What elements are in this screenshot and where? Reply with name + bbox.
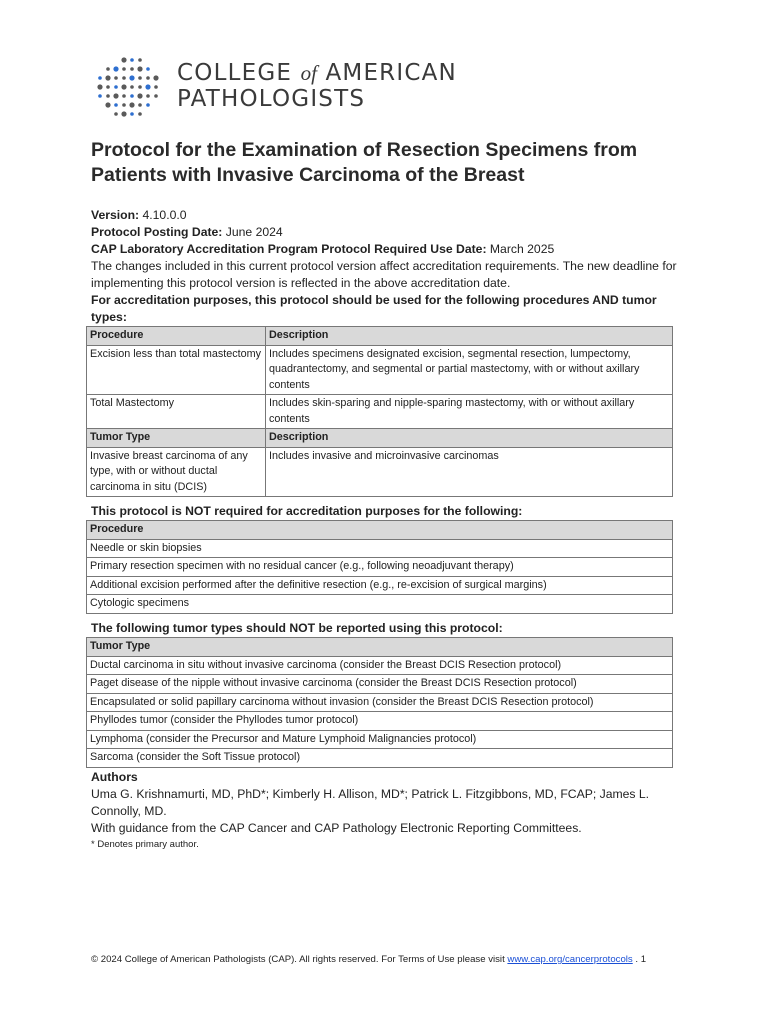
table-row (87, 395, 673, 429)
not-required-heading: This protocol is NOT required for accreditation purposes for the following: (91, 504, 523, 518)
document-title (91, 138, 691, 188)
logo-dot (114, 76, 118, 80)
logo-dot (130, 94, 134, 98)
table-row (87, 712, 673, 731)
column-header: Procedure (87, 327, 266, 346)
logo-dot (122, 103, 126, 107)
table-row (87, 576, 673, 595)
column-header: Tumor Type (87, 429, 266, 448)
procedures-table (86, 326, 673, 497)
logo-dot (146, 76, 150, 80)
table-header-row (87, 521, 673, 540)
not-reported-heading: The following tumor types should NOT be reported using this protocol: (91, 621, 503, 635)
logo-dot (130, 58, 134, 62)
logo-dot (129, 75, 134, 80)
table-row (87, 749, 673, 768)
logo-dot (146, 94, 150, 98)
column-header: Procedure (87, 521, 673, 540)
table-cell: Excision less than total mastectomy (87, 345, 266, 395)
table-cell: Includes specimens designated excision, segmental resection, lumpectomy, quadrantectomy, and segmental or partial mastectomy, with or without axillary contents (266, 345, 673, 395)
logo-dot (98, 76, 102, 80)
not-required-table (86, 520, 673, 614)
cancer-protocols-link[interactable]: www.cap.org/cancerprotocols (507, 954, 633, 965)
column-header: Tumor Type (87, 638, 673, 657)
logo-of: of (300, 61, 317, 85)
table-cell: Ductal carcinoma in situ without invasive carcinoma (consider the Breast DCIS Resection protocol) (87, 656, 673, 675)
logo-dot (121, 111, 126, 116)
title-line-2: Patients with Invasive Carcinoma of the Breast (91, 164, 525, 186)
logo-dot (130, 112, 134, 116)
accreditation-intro: For accreditation purposes, this protocol should be used for the following procedures AND tumor types: (91, 293, 657, 324)
logo-dot (106, 67, 110, 71)
column-header: Description (266, 327, 673, 346)
table-cell: Primary resection specimen with no residual cancer (e.g., following neoadjuvant therapy) (87, 558, 673, 577)
logo-dot (97, 84, 102, 89)
cap-dot-mark-icon (94, 54, 164, 120)
column-header: Description (266, 429, 673, 448)
table-row (87, 656, 673, 675)
logo-dot (146, 67, 150, 71)
logo-dot (122, 94, 126, 98)
logo-dot (114, 103, 118, 107)
logo-dot (138, 103, 142, 107)
logo-dot (138, 85, 142, 89)
authors-heading: Authors (91, 770, 138, 784)
table-row (87, 558, 673, 577)
required-date-line: CAP Laboratory Accreditation Program Protocol Required Use Date: March 2025 (91, 242, 555, 256)
table-row (87, 595, 673, 614)
table-cell: Paget disease of the nipple without invasive carcinoma (consider the Breast DCIS Resection protocol) (87, 675, 673, 694)
table-cell: Needle or skin biopsies (87, 539, 673, 558)
logo-dot (113, 93, 118, 98)
table-cell: Includes skin-sparing and nipple-sparing mastectomy, with or without axillary contents (266, 395, 673, 429)
table-cell: Sarcoma (consider the Soft Tissue protocol) (87, 749, 673, 768)
required-date-value: March 2025 (489, 242, 555, 256)
table-row (87, 345, 673, 395)
page-number: . 1 (635, 954, 647, 965)
logo-dot (130, 67, 134, 71)
authors-names: Uma G. Krishnamurti, MD, PhD*; Kimberly H. Allison, MD*; Patrick L. Fitzgibbons, MD, FCAP; James L. Connolly, MD. (91, 787, 650, 818)
table-row (87, 730, 673, 749)
logo-dot (138, 112, 142, 116)
copyright-text: © 2024 College of American Pathologists (CAP). All rights reserved. For Terms of Use please visit (91, 954, 505, 965)
logo-dot (106, 85, 110, 89)
logo-dot (145, 84, 150, 89)
logo-dot (106, 94, 110, 98)
logo-dot (153, 75, 158, 80)
table-cell: Encapsulated or solid papillary carcinoma without invasion (consider the Breast DCIS Resection protocol) (87, 693, 673, 712)
logo-american: AMERICAN (325, 60, 457, 86)
changes-note: The changes included in this current protocol version affect accreditation requirements. The new deadline for implementing this protocol version is reflected in the above accreditation date. (91, 259, 677, 290)
logo-dot (121, 84, 126, 89)
table-row (87, 539, 673, 558)
logo-dot (154, 94, 158, 98)
logo-dot (105, 75, 110, 80)
logo-dot (146, 103, 150, 107)
logo-dot (129, 102, 134, 107)
authors-footnote: * Denotes primary author. (91, 839, 199, 850)
logo-dot (154, 85, 158, 89)
posting-date-line: Protocol Posting Date: June 2024 (91, 225, 283, 239)
table-cell: Additional excision performed after the definitive resection (e.g., re-excision of surgical margins) (87, 576, 673, 595)
logo-dot (114, 112, 118, 116)
logo-dot (105, 102, 110, 107)
logo-dot (114, 85, 118, 89)
page-footer (91, 954, 691, 965)
version-value: 4.10.0.0 (142, 208, 187, 222)
title-line-1: Protocol for the Examination of Resection Specimens from (91, 139, 638, 161)
logo-dot (138, 58, 142, 62)
table-header-row (87, 638, 673, 657)
version-line: Version: 4.10.0.0 (91, 208, 187, 222)
posting-date-value: June 2024 (225, 225, 283, 239)
logo-pathologists: PATHOLOGISTS (177, 86, 366, 112)
protocol-meta (91, 207, 691, 326)
logo-dot (138, 76, 142, 80)
logo-dot (137, 93, 142, 98)
logo-dot (122, 76, 126, 80)
authors-section (91, 769, 691, 852)
table-row (87, 675, 673, 694)
logo-dot (137, 66, 142, 71)
table-cell: Cytologic specimens (87, 595, 673, 614)
table-cell: Total Mastectomy (87, 395, 266, 429)
table-row (87, 447, 673, 497)
logo-dot (130, 85, 134, 89)
logo-college: COLLEGE (177, 60, 293, 86)
logo-dot (98, 94, 102, 98)
logo-dot (122, 67, 126, 71)
logo-dot (113, 66, 118, 71)
table-cell: Includes invasive and microinvasive carcinomas (266, 447, 673, 497)
table-cell: Invasive breast carcinoma of any type, with or without ductal carcinoma in situ (DCIS) (87, 447, 266, 497)
logo-wordmark (177, 60, 457, 112)
authors-guidance: With guidance from the CAP Cancer and CAP Pathology Electronic Reporting Committees. (91, 821, 582, 835)
table-cell: Phyllodes tumor (consider the Phyllodes tumor protocol) (87, 712, 673, 731)
cap-logo (94, 54, 474, 120)
table-header-row (87, 327, 673, 346)
table-row (87, 693, 673, 712)
logo-dot (121, 57, 126, 62)
not-reported-table (86, 637, 673, 768)
table-cell: Lymphoma (consider the Precursor and Mature Lymphoid Malignancies protocol) (87, 730, 673, 749)
table-header-row (87, 429, 673, 448)
